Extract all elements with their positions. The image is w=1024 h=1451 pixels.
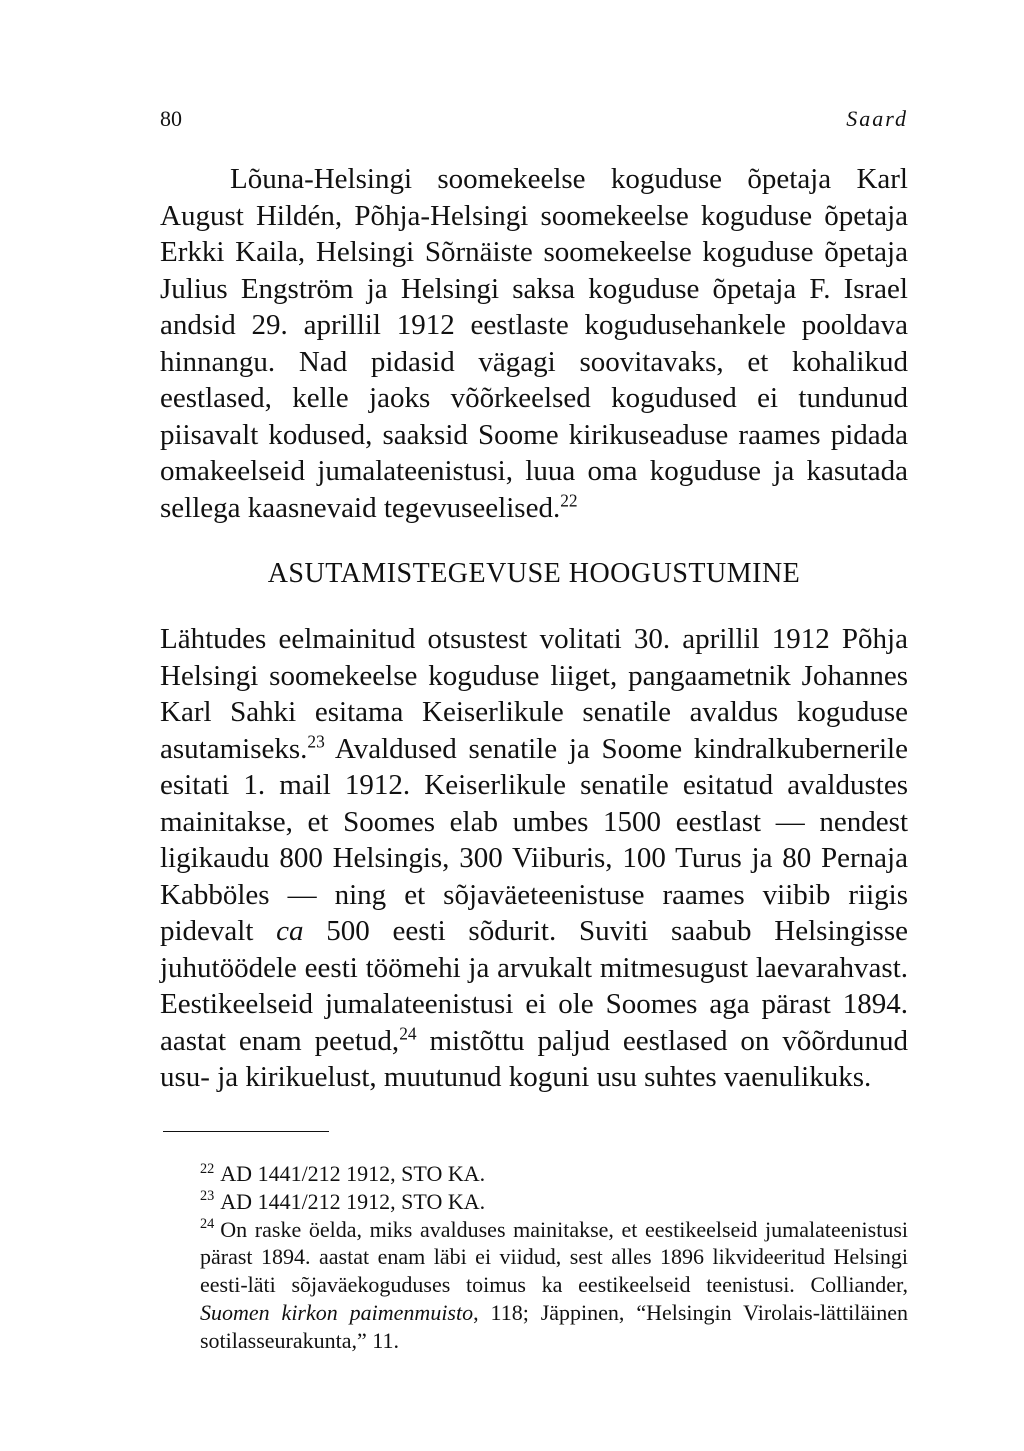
italic-ca: ca (276, 915, 304, 947)
footnote-ref-22: 22 (560, 489, 578, 510)
paragraph-2-part-4: mistõttu paljud eestlased on võõrdunud usu- ja kirikuelust, muutunud koguni usu suhtes vaenulikuks. (160, 1024, 908, 1093)
paragraph-2-part-3: 500 eesti sõdurit. Suviti saabub Helsingisse juhutöödele eesti töömehi ja arvukalt mitmesugust laevarahvast. Eestikeelseid jumalateenistusi ei ole Soomes aga pärast 1894. aastat enam peetud, (160, 915, 908, 1057)
footnote-text: AD 1441/212 1912, STO KA. (220, 1161, 486, 1186)
footnote-ref-23: 23 (307, 730, 325, 751)
footnote-24 (200, 1216, 908, 1355)
footnote-number: 24 (200, 1216, 215, 1233)
footnote-23 (200, 1188, 908, 1216)
paragraph-1-text: Lõuna-Helsingi soomekeelse koguduse õpetaja Karl August Hildén, Põhja-Helsingi soomekeelse koguduse õpetaja Erkki Kaila, Helsingi Sõrnäiste soomekeelse koguduse õpetaja Julius Engström ja Helsingi saksa koguduse õpetaja F. Israel andsid 29. aprillil 1912 eestlaste kogudusehankele pooldava hinnangu. Nad pidasid vägagi soovitavaks, et kohalikud eestlased, kelle jaoks võõrkeelsed kogudused ei tundunud piisavalt kodused, saaksid Soome kirikuseaduse raames pidada omakeelseid jumalateenistusi, luua oma koguduse ja kasutada sellega kaasnevaid tegevuseelised. (160, 163, 908, 524)
paragraph-1 (160, 161, 908, 526)
paragraph-1-block (160, 161, 908, 526)
section-heading: ASUTAMISTEGEVUSE HOOGUSTUMINE (267, 558, 801, 589)
paragraph-2 (160, 621, 908, 1096)
footnote-text-after: , 118; Jäppinen, “Helsingin Virolais-lättiläinen sotilasseurakunta,” 11. (200, 1299, 908, 1353)
paragraph-2-block (160, 621, 908, 1096)
footnote-text-before: On raske öelda, miks avalduses mainitakse, et eestikeelseid jumalateenistusi pärast 1894. aastat enam läbi ei viidud, sest alles 1896 likvideeritud Helsingi eesti-läti sõjaväekoguduses toimus ka eestikeelseid teenistusi. Colliander, (200, 1216, 908, 1298)
footnote-divider (163, 1131, 329, 1132)
paragraph-2-part-2: Avaldused senatile ja Soome kindralkubernerile esitati 1. mail 1912. Keiserlikule senatile esitatud avaldustes mainitakse, et Soomes elab umbes 1500 eestlast — nendest ligikaudu 800 Helsingis, 300 Viiburis, 100 Turus ja 80 Pernaja Kabböles — ning et sõjaväeteenistuse raames viibib riigis pidevalt (160, 732, 908, 947)
footnotes (200, 1160, 908, 1355)
running-title: Saard (846, 106, 908, 131)
footnote-ref-24: 24 (399, 1022, 417, 1043)
footnote-italic-title: Suomen kirkon paimenmuisto (200, 1299, 474, 1325)
page-number: 80 (160, 106, 182, 131)
footnote-text: AD 1441/212 1912, STO KA. (220, 1188, 486, 1214)
footnote-number: 23 (200, 1188, 215, 1205)
footnote-number: 22 (200, 1160, 215, 1177)
page-header (160, 106, 908, 136)
paragraph-2-part-1: Lähtudes eelmainitud otsustest volitati 30. aprillil 1912 Põhja Helsingi soomekeelse koguduse liiget, pangaametnik Johannes Karl Sahki esitama Keiserlikule senatile avaldus koguduse asutamiseks. (160, 623, 908, 765)
footnote-22 (200, 1160, 908, 1188)
